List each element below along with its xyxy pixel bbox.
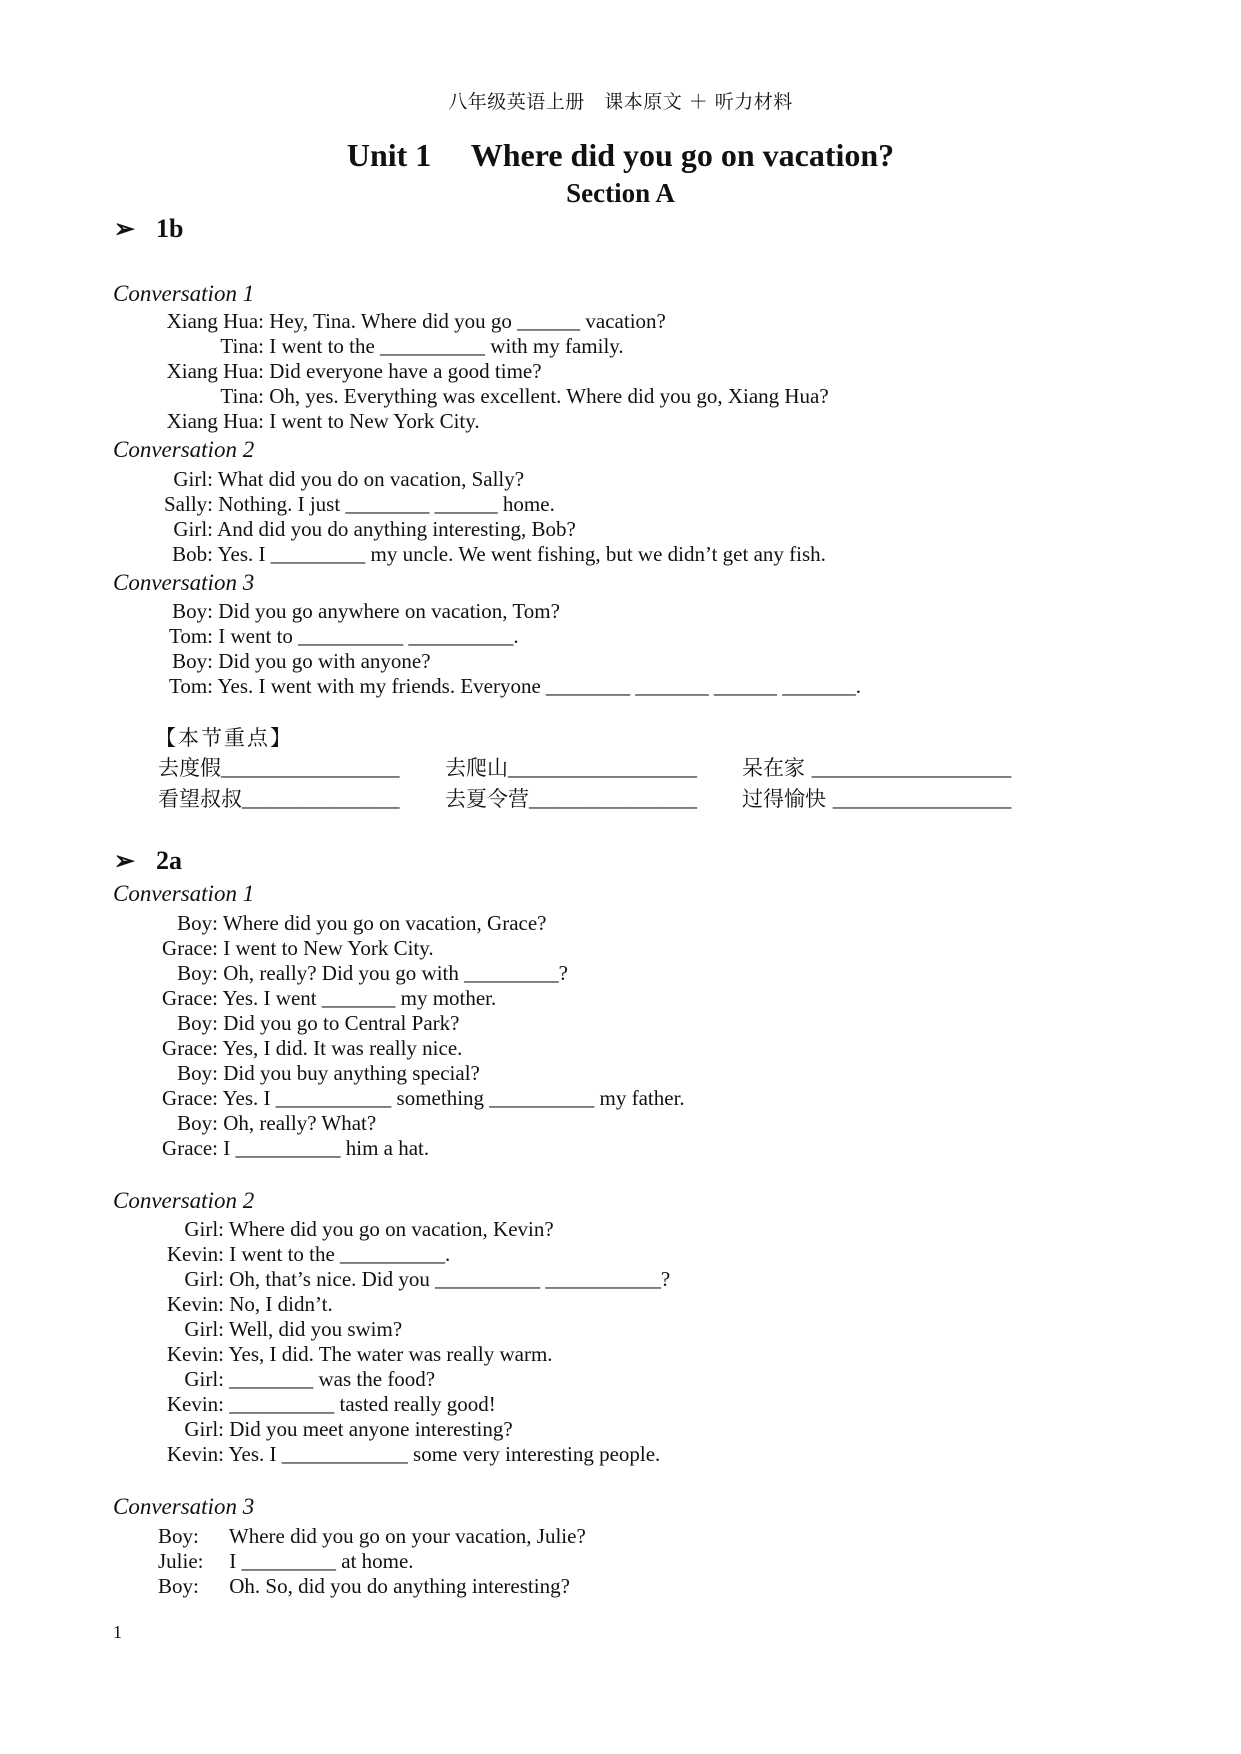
- dialogue-line: [158, 1292, 333, 1317]
- utterance: Yes. I ____________ some very interesting people.: [228, 1442, 661, 1466]
- utterance: What did you do on vacation, Sally?: [217, 467, 525, 491]
- dialogue-line: [158, 1342, 553, 1367]
- speaker: Grace:: [162, 1036, 218, 1060]
- dialogue-line: [158, 542, 826, 567]
- utterance: Oh, that’s nice. Did you __________ ___________?: [229, 1267, 671, 1291]
- dialogue-line: [158, 1267, 670, 1292]
- speaker: Boy:: [177, 1061, 218, 1085]
- utterance: I went to __________ __________.: [218, 624, 519, 648]
- utterance: Yes, I did. The water was really warm.: [228, 1342, 553, 1366]
- dialogue-line: [158, 1417, 513, 1442]
- vocab-blank: _________________: [832, 787, 1012, 811]
- speaker: Boy:: [177, 1111, 218, 1135]
- dialogue-line: [158, 359, 542, 384]
- vocab-blank: ___________________: [811, 756, 1012, 780]
- dialogue-line: [158, 309, 666, 334]
- speaker: Grace:: [162, 1136, 218, 1160]
- speaker: Tom:: [168, 624, 213, 648]
- utterance: Did you go with anyone?: [218, 649, 431, 673]
- vocab-item: [742, 752, 1011, 782]
- keypoints-heading: 【本节重点】: [155, 726, 293, 750]
- section-heading-label: 2a: [156, 846, 182, 875]
- page-header: 八年级英语上册 课本原文 ＋ 听力材料: [448, 91, 793, 113]
- utterance: Yes. I _________ my uncle. We went fishing, but we didn’t get any fish.: [217, 542, 826, 566]
- dialogue-line: [158, 409, 480, 434]
- utterance: Oh, really? Did you go with _________?: [223, 961, 568, 985]
- dialogue-line: [158, 1242, 450, 1267]
- dialogue-line: [158, 911, 547, 936]
- utterance: Did everyone have a good time?: [269, 359, 542, 383]
- speaker: Julie:: [158, 1549, 204, 1573]
- utterance: Yes. I ___________ something __________ my father.: [222, 1086, 685, 1110]
- dialogue-line: [158, 1086, 685, 1111]
- speaker: Girl:: [173, 467, 213, 491]
- speaker: Girl:: [184, 1317, 224, 1341]
- dialogue-line: [158, 1367, 435, 1392]
- utterance: Well, did you swim?: [228, 1317, 403, 1341]
- dialogue-line: [158, 1524, 586, 1549]
- dialogue-line: [158, 517, 576, 542]
- speaker: Boy:: [172, 649, 213, 673]
- section-heading-label: 1b: [156, 214, 184, 243]
- vocab-label: 过得愉快: [742, 787, 826, 811]
- utterance: Yes, I did. It was really nice.: [222, 1036, 463, 1060]
- dialogue-line: [158, 1317, 402, 1342]
- utterance: I _________ at home.: [229, 1549, 414, 1573]
- vocab-blank: ________________: [529, 787, 697, 811]
- speaker: Bob:: [172, 542, 213, 566]
- arrow-bullet-icon: ➢: [114, 848, 135, 875]
- dialogue-line: [158, 936, 434, 961]
- section-heading-1b: [114, 214, 183, 244]
- speaker: Boy:: [177, 961, 218, 985]
- speaker: Xiang Hua:: [166, 309, 264, 333]
- dialogue-line: [158, 1217, 554, 1242]
- vocab-item: [445, 752, 697, 782]
- vocab-blank: _________________: [221, 756, 400, 780]
- speaker: Tina:: [220, 384, 264, 408]
- utterance: Yes. I went _______ my mother.: [222, 986, 497, 1010]
- dialogue-line: [158, 384, 829, 409]
- speaker: Boy:: [177, 911, 218, 935]
- utterance: Where did you go on vacation, Kevin?: [228, 1217, 554, 1241]
- vocab-item: [158, 752, 400, 782]
- conversation-label: Conversation 3: [113, 1494, 255, 1519]
- speaker: Grace:: [162, 936, 218, 960]
- utterance: No, I didn’t.: [229, 1292, 333, 1316]
- speaker: Kevin:: [166, 1392, 224, 1416]
- vocab-label: 去夏令营: [445, 787, 529, 811]
- utterance: Yes. I went with my friends. Everyone ________ _______ ______ _______.: [217, 674, 862, 698]
- utterance: And did you do anything interesting, Bob?: [217, 517, 576, 541]
- vocab-label: 呆在家: [742, 756, 805, 780]
- speaker: Kevin:: [166, 1342, 224, 1366]
- dialogue-line: [158, 1574, 570, 1599]
- speaker: Boy:: [158, 1574, 199, 1598]
- dialogue-line: [158, 1549, 414, 1574]
- utterance: Did you buy anything special?: [223, 1061, 480, 1085]
- dialogue-line: [158, 649, 431, 674]
- arrow-bullet-icon: ➢: [114, 216, 135, 243]
- dialogue-line: [158, 1392, 496, 1417]
- speaker: Xiang Hua:: [166, 359, 264, 383]
- speaker: Boy:: [158, 1524, 199, 1548]
- dialogue-line: [158, 624, 519, 649]
- speaker: Kevin:: [166, 1442, 224, 1466]
- speaker: Girl:: [184, 1367, 224, 1391]
- unit-title: Unit 1 Where did you go on vacation?: [346, 137, 895, 173]
- utterance: Oh, yes. Everything was excellent. Where did you go, Xiang Hua?: [269, 384, 829, 408]
- utterance: Did you go anywhere on vacation, Tom?: [218, 599, 560, 623]
- speaker: Boy:: [177, 1011, 218, 1035]
- utterance: ________ was the food?: [229, 1367, 436, 1391]
- vocab-item: [158, 783, 400, 813]
- utterance: Nothing. I just ________ ______ home.: [218, 492, 555, 516]
- utterance: I went to the __________ with my family.: [269, 334, 624, 358]
- speaker: Sally:: [163, 492, 213, 516]
- utterance: Where did you go on your vacation, Julie?: [228, 1524, 586, 1548]
- speaker: Girl:: [184, 1217, 224, 1241]
- dialogue-line: [158, 1061, 480, 1086]
- conversation-label: Conversation 2: [113, 437, 255, 462]
- dialogue-line: [158, 674, 861, 699]
- vocab-item: [742, 783, 1011, 813]
- utterance: Oh. So, did you do anything interesting?: [229, 1574, 570, 1598]
- conversation-label: Conversation 1: [113, 281, 255, 306]
- speaker: Grace:: [162, 1086, 218, 1110]
- speaker: Kevin:: [166, 1292, 224, 1316]
- dialogue-line: [158, 1111, 376, 1136]
- dialogue-line: [158, 986, 496, 1011]
- conversation-label: Conversation 3: [113, 570, 255, 595]
- vocab-label: 去度假: [158, 756, 221, 780]
- vocab-label: 看望叔叔: [158, 787, 242, 811]
- vocab-label: 去爬山: [445, 756, 508, 780]
- dialogue-line: [158, 467, 524, 492]
- utterance: Did you meet anyone interesting?: [229, 1417, 513, 1441]
- utterance: I went to the __________.: [229, 1242, 451, 1266]
- speaker: Boy:: [172, 599, 213, 623]
- speaker: Girl:: [184, 1417, 224, 1441]
- speaker: Tom:: [168, 674, 213, 698]
- utterance: I went to New York City.: [223, 936, 434, 960]
- dialogue-line: [158, 961, 568, 986]
- page-number: 1: [113, 1622, 122, 1642]
- section-heading-2a: [114, 846, 182, 876]
- dialogue-line: [158, 1011, 459, 1036]
- dialogue-line: [158, 1136, 429, 1161]
- dialogue-line: [158, 492, 555, 517]
- conversation-label: Conversation 2: [113, 1188, 255, 1213]
- utterance: Hey, Tina. Where did you go ______ vacation?: [269, 309, 666, 333]
- section-title: Section A: [566, 178, 675, 208]
- speaker: Grace:: [162, 986, 218, 1010]
- speaker: Kevin:: [166, 1242, 224, 1266]
- dialogue-line: [158, 1036, 462, 1061]
- speaker: Girl:: [184, 1267, 224, 1291]
- dialogue-line: [158, 599, 560, 624]
- speaker: Xiang Hua:: [166, 409, 264, 433]
- utterance: Oh, really? What?: [223, 1111, 377, 1135]
- vocab-item: [445, 783, 697, 813]
- conversation-label: Conversation 1: [113, 881, 255, 906]
- utterance: Where did you go on vacation, Grace?: [222, 911, 547, 935]
- speaker: Girl:: [173, 517, 213, 541]
- speaker: Tina:: [220, 334, 264, 358]
- dialogue-line: [158, 334, 624, 359]
- vocab-blank: _______________: [242, 787, 400, 811]
- utterance: __________ tasted really good!: [229, 1392, 496, 1416]
- dialogue-line: [158, 1442, 660, 1467]
- utterance: Did you go to Central Park?: [223, 1011, 460, 1035]
- vocab-blank: __________________: [508, 756, 697, 780]
- utterance: I went to New York City.: [269, 409, 480, 433]
- utterance: I __________ him a hat.: [223, 1136, 430, 1160]
